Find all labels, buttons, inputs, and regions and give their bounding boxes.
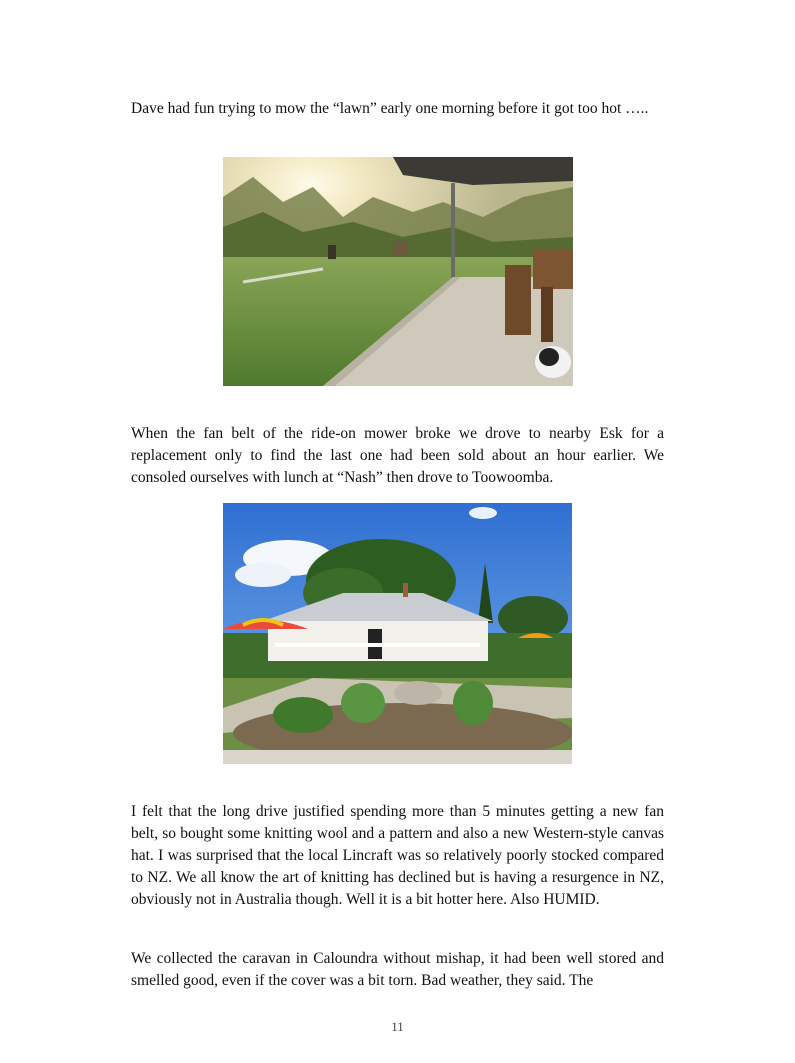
- page-number: 11: [391, 1019, 404, 1034]
- photo-yard-morning: [223, 157, 573, 386]
- paragraph-mowing: Dave had fun trying to mow the “lawn” early one morning before it got too hot …..: [131, 100, 649, 117]
- yard-photo-illustration: [223, 157, 573, 386]
- paragraph-caravan: We collected the caravan in Caloundra without mishap, it had been well stored and smelled good, even if the cover was a bit torn. Bad weather, they said. The: [131, 950, 664, 989]
- cafe-photo-illustration: [223, 503, 572, 764]
- paragraph-fan-belt: When the fan belt of the ride-on mower broke we drove to nearby Esk for a replacement only to find the last one had been sold about an hour earlier. We consoled ourselves with lunch at “Nash” then drove to Toowoomba.: [131, 425, 664, 486]
- paragraph-shopping: I felt that the long drive justified spending more than 5 minutes getting a new fan belt, so bought some knitting wool and a pattern and also a new Western-style canvas hat. I was surprised that the local Lincraft was so relatively poorly stocked compared to NZ. We all know the art of knitting has declined but is having a resurgence in NZ, obviously not in Australia though. Well it is a bit hotter here. Also HUMID.: [131, 803, 664, 908]
- photo-nash-cafe: [223, 503, 572, 764]
